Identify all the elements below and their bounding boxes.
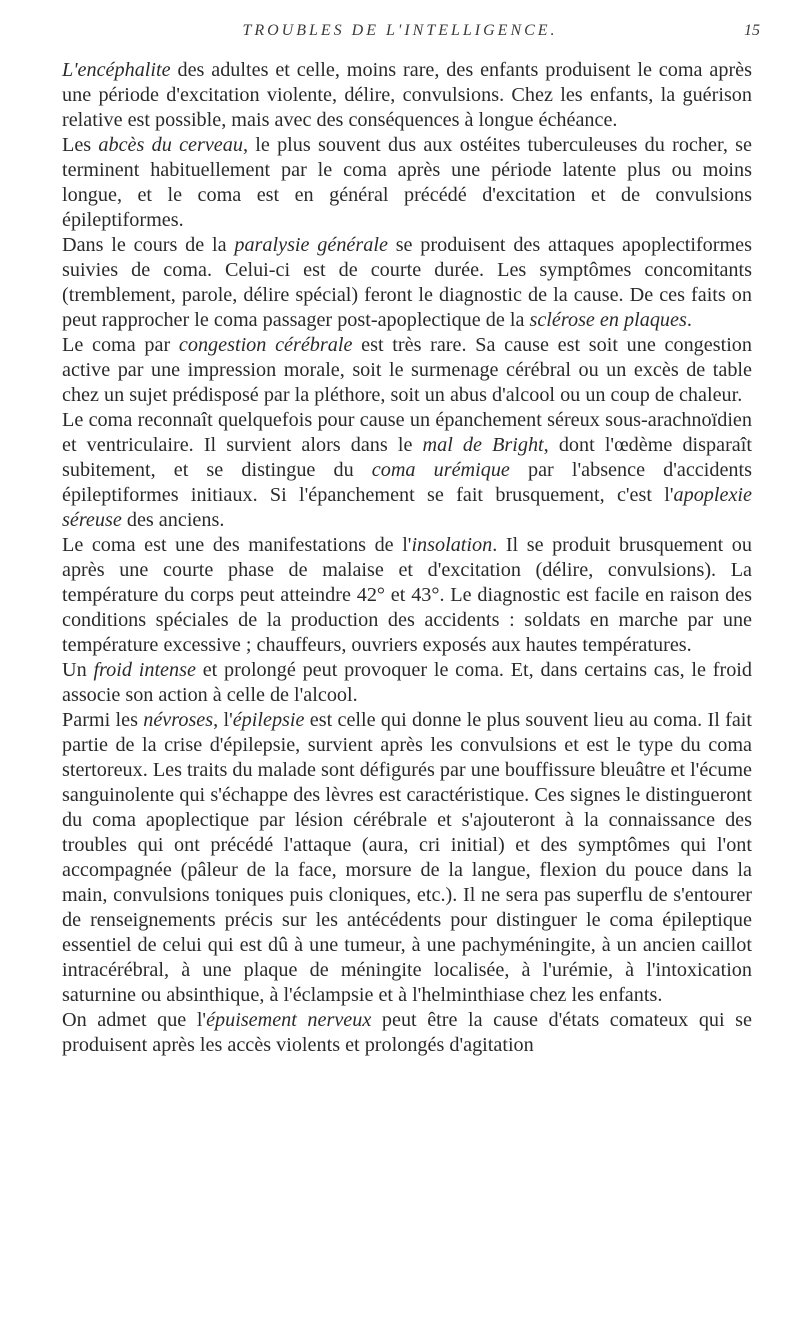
text-run: des adultes et celle, moins rare, des enfants produisent le coma après une période d'excitation violente, délire, convulsions. Chez les enfants, la guérison relative est possible, mais avec des conséquences à longue échéance. — [62, 59, 752, 131]
paragraph — [62, 333, 752, 408]
text-run: et prolongé peut provoquer le coma. Et, dans certains cas, le froid associe son action à celle de l'alcool. — [62, 659, 752, 706]
paragraph — [62, 133, 752, 233]
text-run: . — [686, 309, 692, 331]
italic-term: L' — [62, 59, 78, 81]
text-run: Le coma est une des manifestations de l' — [62, 534, 412, 556]
italic-term: épuisement nerveux — [206, 1009, 372, 1031]
italic-term: sclérose en plaques — [529, 309, 687, 331]
text-run: Le coma par — [62, 334, 179, 356]
italic-term: congestion cérébrale — [178, 334, 353, 356]
text-run: . Il se produit brusquement ou après une courte phase de malaise et d'excitation (délire, convulsions). La température du corps peut atteindre 42° et 43°. Le diagnostic est facile en raison des conditions spéciales de la production des accidents : soldats en marche par une température excessive ; chauffeurs, ouvriers exposés aux hautes températures. — [62, 534, 752, 656]
paragraph — [62, 533, 752, 658]
text-run: Parmi les — [62, 709, 144, 731]
paragraph — [62, 658, 752, 708]
italic-term: froid intense — [93, 659, 196, 681]
italic-term: encéphalite — [77, 59, 171, 81]
italic-term: abcès du cerveau — [98, 134, 243, 156]
italic-term: névroses — [143, 709, 214, 731]
italic-term: insolation — [411, 534, 493, 556]
text-run: , le plus souvent dus aux ostéites tuberculeuses du rocher, se terminent habituellement par le coma après une période latente plus ou moins longue, et le coma est en général précédé d'excitation et de convulsions épileptiformes. — [62, 134, 752, 231]
text-run: est très rare. Sa cause est soit une congestion active par une impression morale, soit le surmenage cérébral ou un excès de table chez un sujet prédisposé par la pléthore, soit un abus d'alcool ou un coup de chaleur. — [62, 334, 752, 406]
text-run: , dont l'œdème disparaît subitement, et se distingue du — [62, 434, 752, 481]
text-run: peut être la cause d'états comateux qui se produisent après les accès violents et prolongés d'agitation — [62, 1009, 752, 1056]
paragraph — [62, 1008, 752, 1058]
page-number: 15 — [744, 22, 760, 39]
italic-term: paralysie générale — [234, 234, 388, 256]
italic-term: apoplexie séreuse — [62, 484, 752, 531]
text-run: par l'absence d'accidents épileptiformes initiaux. Si l'épanchement se fait brusquement, c'est l' — [62, 459, 752, 506]
italic-term: coma urémique — [371, 459, 510, 481]
text-run: des anciens. — [121, 509, 225, 531]
text-run: Les — [62, 134, 99, 156]
paragraph — [62, 408, 752, 533]
text-run: , l' — [213, 709, 233, 731]
paragraph — [62, 58, 752, 133]
text-run: se produisent des attaques apoplectiformes suivies de coma. Celui-ci est de courte durée. Les symptômes concomitants (tremblement, parole, délire spécial) feront le diagnostic de la cause. De ces faits on peut rapprocher le coma passager post-apoplectique de la — [62, 234, 752, 331]
text-run: est celle qui donne le plus souvent lieu au coma. Il fait partie de la crise d'épilepsie, survient après les convulsions et est le type du coma stertoreux. Les traits du malade sont défigurés par une bouffissure bleuâtre et l'écume sanguinolente qui s'échappe des lèvres est caractéristique. Ces signes le distingueront du coma apoplectique par lésion cérébrale et s'ajouteront à la connaissance des troubles qui ont précédé l'attaque (aura, cri initial) et des symptômes qui l'ont accompagnée (pâleur de la face, morsure de la langue, flexion du pouce dans la main, convulsions toniques puis cloniques, etc.). Il ne sera pas superflu de s'entourer de renseignements précis sur les antécédents pour distinguer le coma épileptique essentiel de celui qui est dû à une tumeur, à une pachyméningite, à un ancien caillot intracérébral, à une plaque de méningite localisée, à l'urémie, à l'intoxication saturnine ou absinthique, à l'éclampsie et à l'helminthiase chez les enfants. — [62, 709, 752, 1006]
italic-term: mal de Bright — [422, 434, 544, 456]
text-run: Un — [62, 659, 94, 681]
paragraph — [62, 233, 752, 333]
text-run: On admet que l' — [62, 1009, 207, 1031]
text-run: Dans le cours de la — [62, 234, 235, 256]
text-run: Le coma reconnaît quelquefois pour cause un épanchement séreux sous-arachnoïdien et ventriculaire. Il survient alors dans le — [62, 409, 752, 456]
running-header — [40, 18, 760, 48]
paragraph — [62, 708, 752, 1008]
body-text — [62, 58, 752, 1058]
running-title: TROUBLES DE L'INTELLIGENCE. — [242, 22, 558, 39]
italic-term: épilepsie — [232, 709, 305, 731]
